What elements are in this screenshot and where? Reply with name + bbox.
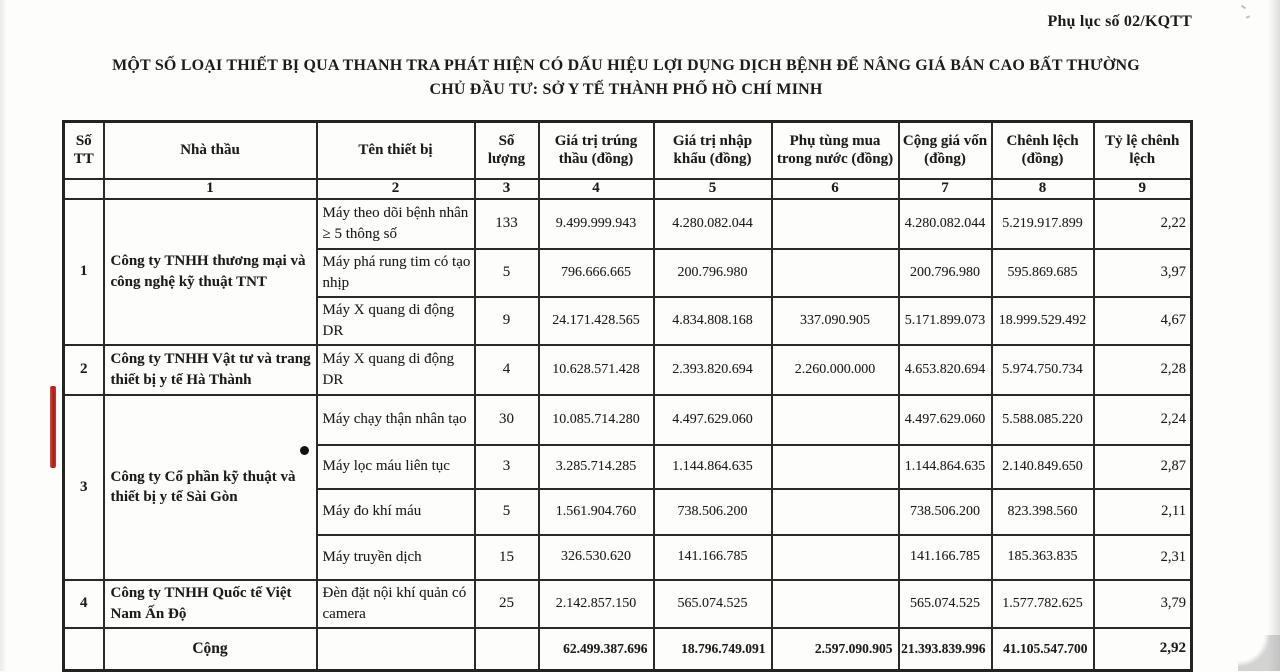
contractor-cell: Công ty TNHH Vật tư và trang thiết bị y tế Hà Thành xyxy=(104,345,317,395)
import-value-cell: 1.144.864.635 xyxy=(654,445,772,489)
document-title xyxy=(62,54,1190,102)
device-cell: Máy X quang di động DR xyxy=(317,345,475,395)
difference-cell: 5.588.085.220 xyxy=(992,395,1094,445)
col-number: 7 xyxy=(899,179,992,199)
table-row xyxy=(64,345,1192,395)
total-cost-cell: 565.074.525 xyxy=(899,580,992,628)
qty-cell: 5 xyxy=(475,489,539,535)
domestic-parts-cell xyxy=(772,395,899,445)
bid-value-cell: 2.142.857.150 xyxy=(539,580,654,628)
col-number: 2 xyxy=(317,179,475,199)
qty-cell: 3 xyxy=(475,445,539,489)
qty-cell: 25 xyxy=(475,580,539,628)
ratio-cell: 4,67 xyxy=(1094,297,1192,345)
stt-cell: 1 xyxy=(64,199,104,345)
table-row xyxy=(64,580,1192,628)
total-cost-cell: 1.144.864.635 xyxy=(899,445,992,489)
qty-cell: 15 xyxy=(475,535,539,580)
header-stt: Số TT xyxy=(64,122,104,179)
col-number: 9 xyxy=(1094,179,1192,199)
device-cell: Máy chạy thận nhân tạo xyxy=(317,395,475,445)
scan-edge-left xyxy=(0,0,7,671)
title-line-2: CHỦ ĐẦU TƯ: SỞ Y TẾ THÀNH PHỐ HỒ CHÍ MINH xyxy=(429,81,823,98)
domestic-parts-cell xyxy=(772,580,899,628)
qty-cell: 133 xyxy=(475,199,539,249)
header-device: Tên thiết bị xyxy=(317,122,475,179)
title-line-1: MỘT SỐ LOẠI THIẾT BỊ QUA THANH TRA PHÁT HIỆN CÓ DẤU HIỆU LỢI DỤNG DỊCH BỆNH ĐỂ NÂNG GIÁ BÁN CAO BẤT THƯỜNG xyxy=(112,57,1140,74)
import-value-cell: 141.166.785 xyxy=(654,535,772,580)
domestic-parts-cell xyxy=(772,445,899,489)
total-device-cell xyxy=(317,628,475,671)
total-cost-cell: 4.653.820.694 xyxy=(899,345,992,395)
domestic-parts-cell xyxy=(772,489,899,535)
qty-cell: 9 xyxy=(475,297,539,345)
import-value-cell: 4.834.808.168 xyxy=(654,297,772,345)
col-number: 8 xyxy=(992,179,1094,199)
qty-cell: 4 xyxy=(475,345,539,395)
import-value-cell: 4.280.082.044 xyxy=(654,199,772,249)
device-cell: Đèn đặt nội khí quản có camera xyxy=(317,580,475,628)
header-row xyxy=(64,122,1192,179)
header-domestic-parts: Phụ tùng mua trong nước (đồng) xyxy=(772,122,899,179)
domestic-parts-cell xyxy=(772,249,899,297)
scan-corner-bottom-right xyxy=(1238,635,1280,671)
total-cost-cell: 738.506.200 xyxy=(899,489,992,535)
domestic-parts-cell xyxy=(772,199,899,249)
bid-value-cell: 24.171.428.565 xyxy=(539,297,654,345)
col-number xyxy=(64,179,104,199)
header-total-cost: Cộng giá vốn (đồng) xyxy=(899,122,992,179)
difference-cell: 2.140.849.650 xyxy=(992,445,1094,489)
col-number: 3 xyxy=(475,179,539,199)
difference-cell: 595.869.685 xyxy=(992,249,1094,297)
col-number: 4 xyxy=(539,179,654,199)
header-bid-value: Giá trị trúng thầu (đồng) xyxy=(539,122,654,179)
total-ratio-cell: 2,92 xyxy=(1094,628,1192,671)
difference-cell: 185.363.835 xyxy=(992,535,1094,580)
device-cell: Máy phá rung tim có tạo nhịp xyxy=(317,249,475,297)
device-cell: Máy X quang di động DR xyxy=(317,297,475,345)
total-cost-sum-cell: 21.393.839.996 xyxy=(899,628,992,671)
total-qty-cell xyxy=(475,628,539,671)
header-difference: Chênh lệch (đồng) xyxy=(992,122,1094,179)
header-import-value: Giá trị nhập khẩu (đồng) xyxy=(654,122,772,179)
equipment-price-table xyxy=(62,120,1193,672)
total-domestic-parts-cell: 2.597.090.905 xyxy=(772,628,899,671)
header-quantity: Số lượng xyxy=(475,122,539,179)
total-row xyxy=(64,628,1192,671)
col-number: 5 xyxy=(654,179,772,199)
ratio-cell: 2,24 xyxy=(1094,395,1192,445)
contractor-cell: Công ty TNHH Quốc tế Việt Nam Ấn Độ xyxy=(104,580,317,628)
scan-speck xyxy=(1241,5,1246,10)
device-cell: Máy theo dõi bệnh nhân ≥ 5 thông số xyxy=(317,199,475,249)
stt-cell: 3 xyxy=(64,395,104,580)
bid-value-cell: 3.285.714.285 xyxy=(539,445,654,489)
import-value-cell: 565.074.525 xyxy=(654,580,772,628)
device-cell: Máy lọc máu liên tục xyxy=(317,445,475,489)
contractor-cell: Công ty TNHH thương mại và công nghệ kỹ thuật TNT xyxy=(104,199,317,345)
ratio-cell: 2,22 xyxy=(1094,199,1192,249)
device-cell: Máy đo khí máu xyxy=(317,489,475,535)
total-difference-cell: 41.105.547.700 xyxy=(992,628,1094,671)
total-stt-cell xyxy=(64,628,104,671)
total-cost-cell: 200.796.980 xyxy=(899,249,992,297)
difference-cell: 823.398.560 xyxy=(992,489,1094,535)
qty-cell: 5 xyxy=(475,249,539,297)
bid-value-cell: 796.666.665 xyxy=(539,249,654,297)
bid-value-cell: 1.561.904.760 xyxy=(539,489,654,535)
ratio-cell: 3,79 xyxy=(1094,580,1192,628)
total-cost-cell: 5.171.899.073 xyxy=(899,297,992,345)
scan-edge-right xyxy=(1268,0,1280,671)
red-margin-mark xyxy=(50,386,56,468)
contractor-cell: Công ty Cổ phần kỹ thuật và thiết bị y tế Sài Gòn xyxy=(104,395,317,580)
total-bid-value-cell: 62.499.387.696 xyxy=(539,628,654,671)
column-number-row xyxy=(64,179,1192,199)
ratio-cell: 2,28 xyxy=(1094,345,1192,395)
annex-label: Phụ lục số 02/KQTT xyxy=(1047,13,1192,30)
total-cost-cell: 4.280.082.044 xyxy=(899,199,992,249)
total-import-value-cell: 18.796.749.091 xyxy=(654,628,772,671)
import-value-cell: 2.393.820.694 xyxy=(654,345,772,395)
ratio-cell: 3,97 xyxy=(1094,249,1192,297)
difference-cell: 5.974.750.734 xyxy=(992,345,1094,395)
table-row xyxy=(64,395,1192,445)
ratio-cell: 2,31 xyxy=(1094,535,1192,580)
domestic-parts-cell: 2.260.000.000 xyxy=(772,345,899,395)
import-value-cell: 200.796.980 xyxy=(654,249,772,297)
header-contractor: Nhà thầu xyxy=(104,122,317,179)
import-value-cell: 738.506.200 xyxy=(654,489,772,535)
total-label-cell: Cộng xyxy=(104,628,317,671)
ink-dot-mark xyxy=(300,446,309,455)
col-number: 1 xyxy=(104,179,317,199)
total-cost-cell: 141.166.785 xyxy=(899,535,992,580)
import-value-cell: 4.497.629.060 xyxy=(654,395,772,445)
stt-cell: 4 xyxy=(64,580,104,628)
total-cost-cell: 4.497.629.060 xyxy=(899,395,992,445)
header-ratio: Tỷ lệ chênh lệch xyxy=(1094,122,1192,179)
col-number: 6 xyxy=(772,179,899,199)
qty-cell: 30 xyxy=(475,395,539,445)
stt-cell: 2 xyxy=(64,345,104,395)
bid-value-cell: 10.085.714.280 xyxy=(539,395,654,445)
table-row xyxy=(64,199,1192,249)
difference-cell: 1.577.782.625 xyxy=(992,580,1094,628)
bid-value-cell: 10.628.571.428 xyxy=(539,345,654,395)
ratio-cell: 2,87 xyxy=(1094,445,1192,489)
difference-cell: 5.219.917.899 xyxy=(992,199,1094,249)
bid-value-cell: 9.499.999.943 xyxy=(539,199,654,249)
domestic-parts-cell xyxy=(772,535,899,580)
scan-speck xyxy=(1246,15,1250,18)
bid-value-cell: 326.530.620 xyxy=(539,535,654,580)
ratio-cell: 2,11 xyxy=(1094,489,1192,535)
difference-cell: 18.999.529.492 xyxy=(992,297,1094,345)
domestic-parts-cell: 337.090.905 xyxy=(772,297,899,345)
device-cell: Máy truyền dịch xyxy=(317,535,475,580)
